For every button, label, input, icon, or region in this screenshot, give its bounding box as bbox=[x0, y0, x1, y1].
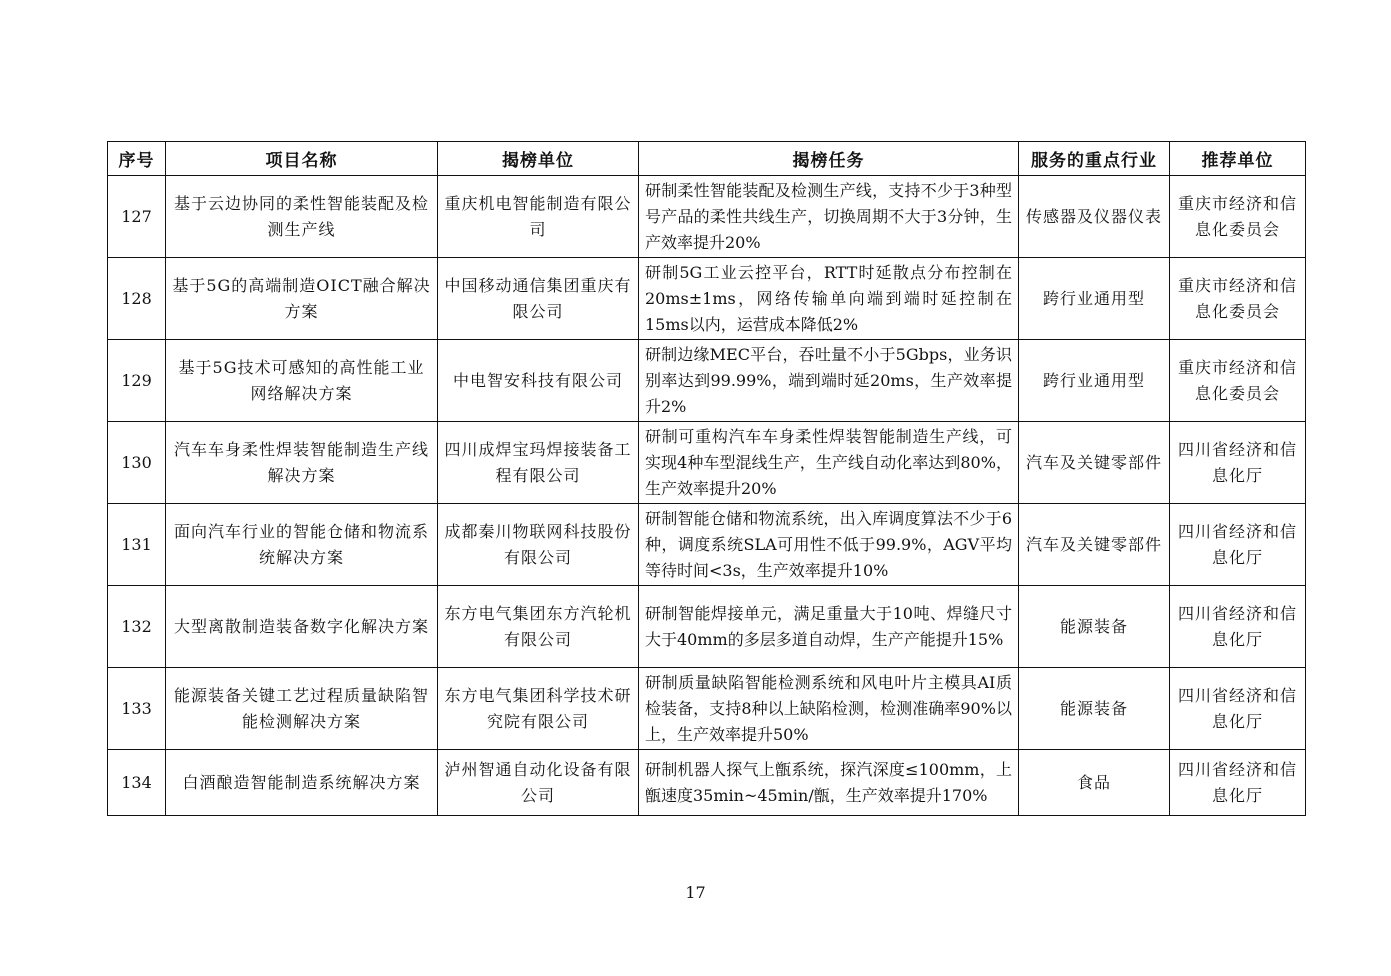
cell-serial-number: 133 bbox=[108, 668, 166, 750]
table-row bbox=[108, 586, 1306, 668]
cell-project-name: 面向汽车行业的智能仓储和物流系统解决方案 bbox=[166, 504, 438, 586]
cell-project-name: 基于5G技术可感知的高性能工业网络解决方案 bbox=[166, 340, 438, 422]
project-table bbox=[107, 141, 1306, 816]
cell-recommender: 四川省经济和信息化厅 bbox=[1170, 668, 1306, 750]
cell-project-name: 汽车车身柔性焊装智能制造生产线解决方案 bbox=[166, 422, 438, 504]
cell-key-industry: 食品 bbox=[1019, 750, 1170, 816]
cell-task: 研制智能焊接单元，满足重量大于10吨、焊缝尺寸大于40mm的多层多道自动焊，生产产能提升15% bbox=[639, 586, 1019, 668]
cell-recommender: 重庆市经济和信息化委员会 bbox=[1170, 176, 1306, 258]
table-row bbox=[108, 668, 1306, 750]
cell-winning-unit: 四川成焊宝玛焊接装备工程有限公司 bbox=[438, 422, 639, 504]
cell-key-industry: 跨行业通用型 bbox=[1019, 340, 1170, 422]
cell-winning-unit: 东方电气集团东方汽轮机有限公司 bbox=[438, 586, 639, 668]
cell-key-industry: 汽车及关键零部件 bbox=[1019, 422, 1170, 504]
cell-task: 研制柔性智能装配及检测生产线，支持不少于3种型号产品的柔性共线生产，切换周期不大于3分钟，生产效率提升20% bbox=[639, 176, 1019, 258]
cell-recommender: 重庆市经济和信息化委员会 bbox=[1170, 258, 1306, 340]
cell-key-industry: 能源装备 bbox=[1019, 668, 1170, 750]
cell-winning-unit: 重庆机电智能制造有限公司 bbox=[438, 176, 639, 258]
table-row bbox=[108, 258, 1306, 340]
cell-recommender: 重庆市经济和信息化委员会 bbox=[1170, 340, 1306, 422]
cell-serial-number: 134 bbox=[108, 750, 166, 816]
cell-serial-number: 129 bbox=[108, 340, 166, 422]
cell-recommender: 四川省经济和信息化厅 bbox=[1170, 750, 1306, 816]
cell-key-industry: 传感器及仪器仪表 bbox=[1019, 176, 1170, 258]
table-row bbox=[108, 504, 1306, 586]
cell-recommender: 四川省经济和信息化厅 bbox=[1170, 422, 1306, 504]
cell-winning-unit: 东方电气集团科学技术研究院有限公司 bbox=[438, 668, 639, 750]
cell-task: 研制智能仓储和物流系统，出入库调度算法不少于6种，调度系统SLA可用性不低于99.9%，AGV平均等待时间<3s，生产效率提升10% bbox=[639, 504, 1019, 586]
cell-key-industry: 汽车及关键零部件 bbox=[1019, 504, 1170, 586]
table-row bbox=[108, 422, 1306, 504]
cell-serial-number: 127 bbox=[108, 176, 166, 258]
table-row bbox=[108, 340, 1306, 422]
page-number: 17 bbox=[685, 883, 706, 902]
cell-task: 研制边缘MEC平台，吞吐量不小于5Gbps，业务识别率达到99.99%，端到端时延20ms，生产效率提升2% bbox=[639, 340, 1019, 422]
table-row bbox=[108, 176, 1306, 258]
header-key-industry: 服务的重点行业 bbox=[1019, 142, 1170, 176]
cell-key-industry: 能源装备 bbox=[1019, 586, 1170, 668]
header-project-name: 项目名称 bbox=[166, 142, 438, 176]
cell-project-name: 基于云边协同的柔性智能装配及检测生产线 bbox=[166, 176, 438, 258]
cell-project-name: 白酒酿造智能制造系统解决方案 bbox=[166, 750, 438, 816]
cell-task: 研制5G工业云控平台，RTT时延散点分布控制在20ms±1ms，网络传输单向端到端时延控制在15ms以内，运营成本降低2% bbox=[639, 258, 1019, 340]
cell-task: 研制质量缺陷智能检测系统和风电叶片主模具AI质检装备，支持8种以上缺陷检测，检测准确率90%以上，生产效率提升50% bbox=[639, 668, 1019, 750]
cell-winning-unit: 中电智安科技有限公司 bbox=[438, 340, 639, 422]
cell-serial-number: 130 bbox=[108, 422, 166, 504]
cell-project-name: 基于5G的高端制造OICT融合解决方案 bbox=[166, 258, 438, 340]
cell-task: 研制机器人探气上甑系统，探汽深度≤100mm，上甑速度35min~45min/甑，生产效率提升170% bbox=[639, 750, 1019, 816]
cell-key-industry: 跨行业通用型 bbox=[1019, 258, 1170, 340]
cell-serial-number: 131 bbox=[108, 504, 166, 586]
header-winning-unit: 揭榜单位 bbox=[438, 142, 639, 176]
header-serial-number: 序号 bbox=[108, 142, 166, 176]
cell-winning-unit: 泸州智通自动化设备有限公司 bbox=[438, 750, 639, 816]
cell-serial-number: 132 bbox=[108, 586, 166, 668]
cell-serial-number: 128 bbox=[108, 258, 166, 340]
cell-recommender: 四川省经济和信息化厅 bbox=[1170, 504, 1306, 586]
cell-winning-unit: 中国移动通信集团重庆有限公司 bbox=[438, 258, 639, 340]
header-task: 揭榜任务 bbox=[639, 142, 1019, 176]
header-recommender: 推荐单位 bbox=[1170, 142, 1306, 176]
cell-recommender: 四川省经济和信息化厅 bbox=[1170, 586, 1306, 668]
table-row bbox=[108, 750, 1306, 816]
cell-project-name: 大型离散制造装备数字化解决方案 bbox=[166, 586, 438, 668]
cell-task: 研制可重构汽车车身柔性焊装智能制造生产线，可实现4种车型混线生产，生产线自动化率达到80%，生产效率提升20% bbox=[639, 422, 1019, 504]
cell-winning-unit: 成都秦川物联网科技股份有限公司 bbox=[438, 504, 639, 586]
table-header-row bbox=[108, 142, 1306, 176]
cell-project-name: 能源装备关键工艺过程质量缺陷智能检测解决方案 bbox=[166, 668, 438, 750]
